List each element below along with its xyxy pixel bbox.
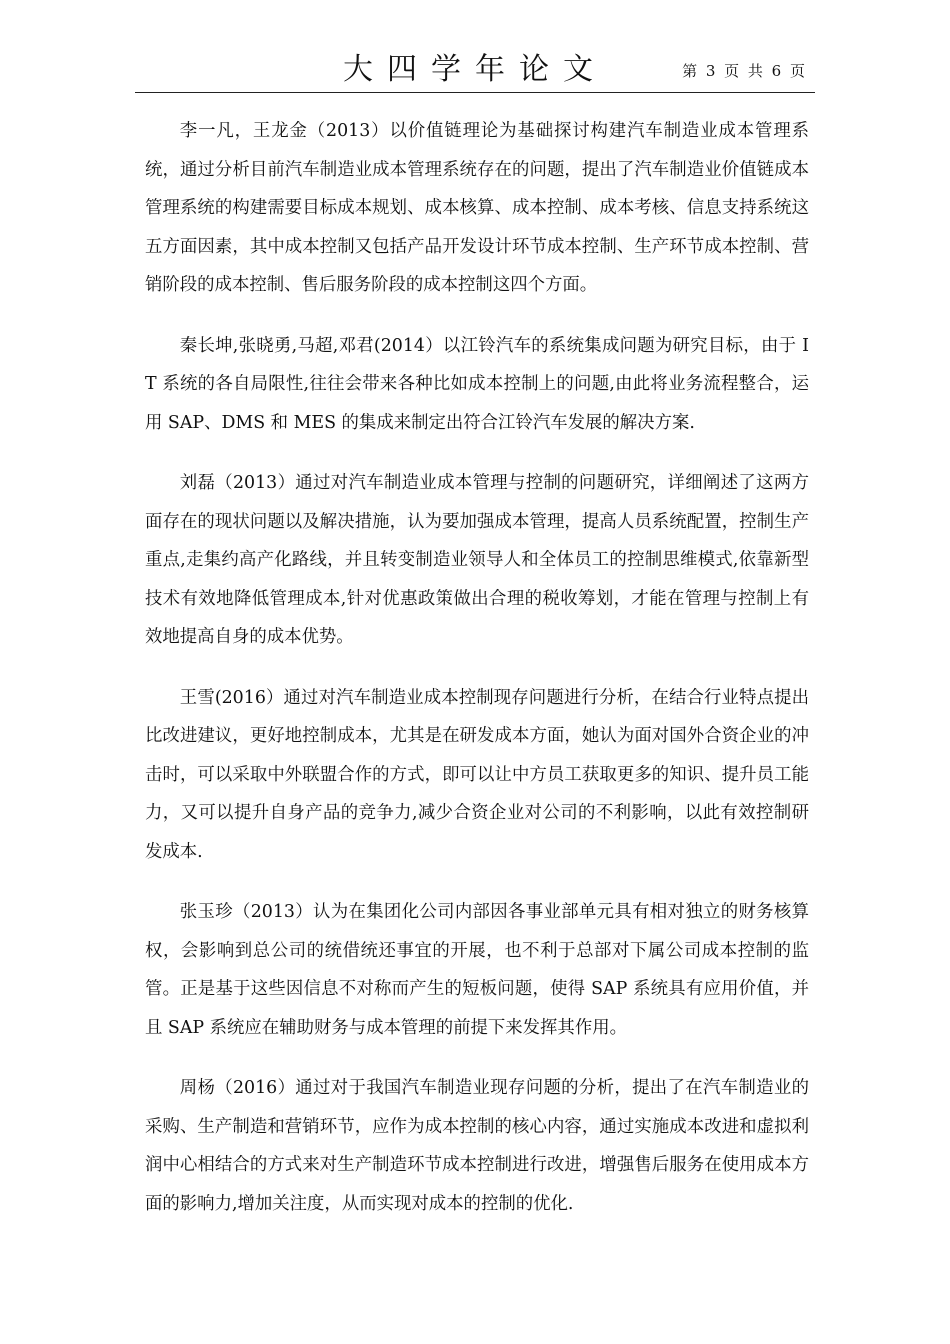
page-number: 第 3 页 共 6 页	[682, 62, 807, 80]
paragraph-3: 刘磊（2013）通过对汽车制造业成本管理与控制的问题研究，详细阐述了这两方面存在的现状问题以及解决措施，认为要加强成本管理，提高人员系统配置，控制生产重点,走集约高产化路线，并且转变制造业领导人和全体员工的控制思维模式,依靠新型技术有效地降低管理成本,针对优惠政策做出合理的税收筹划，才能在管理与控制上有效地提高自身的成本优势。	[145, 473, 809, 647]
document-title: 大四学年论文	[343, 52, 607, 87]
paragraph-5: 张玉珍（2013）认为在集团化公司内部因各事业部单元具有相对独立的财务核算权，会影响到总公司的统借统还事宜的开展，也不利于总部对下属公司成本控制的监管。正是基于这些因信息不对称而产生的短板问题，使得 SAP 系统具有应用价值，并且 SAP 系统应在辅助财务与成本管理的前提下来发挥其作用。	[145, 902, 809, 1038]
paragraph-1: 李一凡，王龙金（2013）以价值链理论为基础探讨构建汽车制造业成本管理系统，通过分析目前汽车制造业成本管理系统存在的问题，提出了汽车制造业价值链成本管理系统的构建需要目标成本规划、成本核算、成本控制、成本考核、信息支持系统这五方面因素，其中成本控制又包括产品开发设计环节成本控制、生产环节成本控制、营销阶段的成本控制、售后服务阶段的成本控制这四个方面。	[145, 121, 809, 295]
paragraph-4: 王雪(2016）通过对汽车制造业成本控制现存问题进行分析，在结合行业特点提出比改进建议，更好地控制成本，尤其是在研发成本方面，她认为面对国外合资企业的冲击时，可以采取中外联盟合作的方式，即可以让中方员工获取更多的知识、提升员工能力，又可以提升自身产品的竞争力,减少合资企业对公司的不利影响，以此有效控制研发成本.	[145, 687, 809, 862]
document-body	[145, 112, 809, 1245]
paragraph-6: 周杨（2016）通过对于我国汽车制造业现存问题的分析，提出了在汽车制造业的采购、生产制造和营销环节，应作为成本控制的核心内容，通过实施成本改进和虚拟利润中心相结合的方式来对生产制造环节成本控制进行改进，增强售后服务在使用成本方面的影响力,增加关注度，从而实现对成本的控制的优化.	[145, 1078, 809, 1214]
paragraph-2: 秦长坤,张晓勇,马超,邓君(2014）以江铃汽车的系统集成问题为研究目标，由于 IT 系统的各自局限性,往往会带来各种比如成本控制上的问题,由此将业务流程整合，运用 SAP、DMS 和 MES 的集成来制定出符合江铃汽车发展的解决方案.	[145, 335, 809, 433]
page-header	[135, 40, 815, 93]
